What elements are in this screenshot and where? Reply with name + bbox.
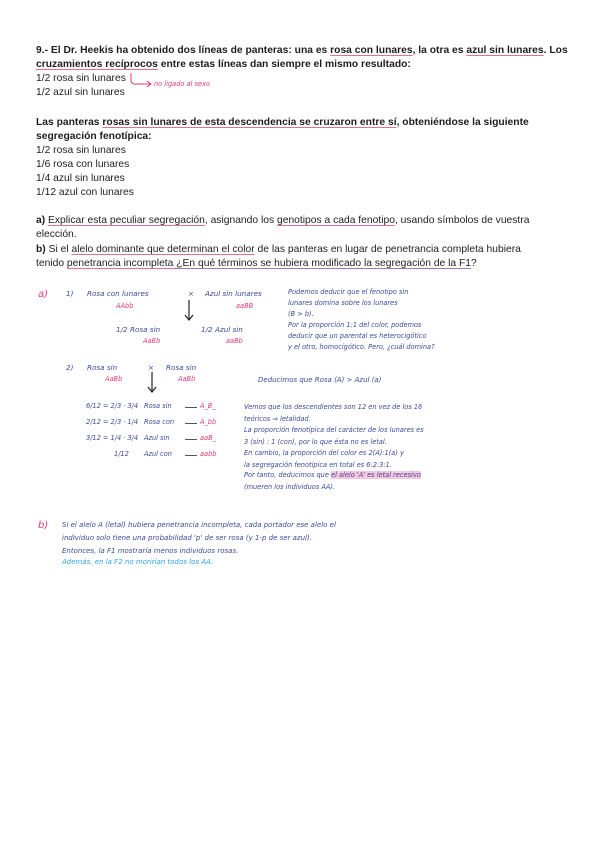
cruzamientos-reciprocos: cruzamientos recíprocos [36, 59, 158, 70]
p1-cross: × [188, 289, 195, 298]
row-4-genotype: aabb [200, 450, 217, 458]
step-1-label: 1) [66, 289, 74, 298]
row-3-genotype: aaB_ [200, 434, 216, 442]
question-a-line-1: a) Explicar esta peculiar segregación, asignando los genotipos a cada fenotipo, usando símbolos de vuestra [36, 215, 530, 226]
row-1-dash [185, 407, 197, 408]
c2-right-genotype: AaBb [178, 375, 196, 383]
notes-b-line-3: Entonces, la F1 mostraría menos individuos rosas. [62, 547, 239, 555]
question-b-line-1: b) Si el alelo dominante que determinan el color de las panteras en lugar de penetrancia completa hubiera [36, 244, 521, 255]
f1-right-frac: 1/2 [201, 325, 213, 334]
row-3-dash [185, 439, 197, 440]
problem-number: 9.- [36, 45, 49, 56]
c2-right: Rosa sin [166, 363, 197, 372]
step-2-label: 2) [66, 363, 74, 372]
f1-right: Azul sin [215, 325, 243, 334]
cross-line-1: Las panteras rosas sin lunares de esta descendencia se cruzaron entre sí, obteniéndose la siguiente [36, 117, 529, 128]
c2-left: Rosa sin [87, 363, 118, 372]
row-3-label: Azul sin [144, 434, 170, 442]
seg-line-4: 1/12 azul con lunares [36, 187, 134, 198]
row-1-label: Rosa sin [144, 402, 172, 410]
arrow-annotation-icon [128, 72, 154, 88]
row-4-dash [185, 455, 197, 456]
row-2-dash [185, 423, 197, 424]
result-line-1: 1/2 rosa sin lunares [36, 73, 126, 84]
note-no-ligado: no ligado al sexo [154, 80, 210, 88]
notes-b-line-4: Además, en la F2 no morirían todos los AA. [62, 558, 214, 566]
question-b-line-2: tenido penetrancia incompleta ¿En qué términos se hubiera modificado la segregación de la F1? [36, 258, 477, 269]
problem-line-2: cruzamientos recíprocos entre estas líneas dan siempre el mismo resultado: [36, 59, 411, 70]
c2-cross: × [148, 363, 155, 372]
right-note-2: Vemos que los descendientes son 12 en vez de los 16 teóricos ⇒ letalidad. La proporción fenotípica del carácter de los lunares es 3 (sin) : 1 (con), por lo que ésta no es letal. En cambio, la proporción del color es 2(A):1(a) y la segregación fenotípica en total es 6:2:3:1. [244, 403, 424, 469]
notes-b-label: b) [38, 520, 49, 531]
result-line-2: 1/2 azul sin lunares [36, 87, 125, 98]
p1-left: Rosa con lunares [87, 289, 149, 298]
row-1-frac: 6/12 = 2/3 · 3/4 [86, 402, 139, 410]
row-2-genotype: A_bb [200, 418, 217, 426]
rosa-con-lunares: rosa con lunares [330, 45, 413, 56]
row-2-frac: 2/12 = 2/3 · 1/4 [86, 418, 139, 426]
f1-left: Rosa sin [130, 325, 161, 334]
rosas-sin-lunares: rosas sin lunares [102, 117, 188, 128]
cross-line-2: segregación fenotípica: [36, 131, 152, 142]
seg-line-2: 1/6 rosa con lunares [36, 159, 130, 170]
p1-left-genotype: AAbb [116, 302, 134, 310]
problem-line-1: 9.- El Dr. Heekis ha obtenido dos líneas de panteras: una es rosa con lunares, la otra es azul sin lunares. Los [36, 45, 568, 56]
row-4-frac: 1/12 [114, 450, 129, 458]
row-2-label: Rosa con [144, 418, 175, 426]
arrow-down-2-icon [147, 372, 157, 394]
notes-b-line-1: Si el alelo A (letal) hubiera penetrancia incompleta, cada portador ese alelo el [62, 521, 336, 529]
f1-right-genotype: aaBb [226, 337, 243, 345]
row-1-genotype: A_B_ [200, 402, 216, 410]
highlight-letal-recesivo: el alelo 'A' es letal recesivo [331, 471, 421, 479]
p1-right: Azul sin lunares [205, 289, 262, 298]
arrow-down-1-icon [184, 300, 194, 322]
f1-left-genotype: AaBb [143, 337, 161, 345]
right-note-1: Podemos deducir que el fenotipo sin lunares domina sobre los lunares (B > b). Por la proporción 1:1 del color, podemos deducir que un parental es heterocigótico y el otro, homocigótico. Pero, ¿cuál domina? [288, 288, 435, 351]
f1-left-frac: 1/2 [116, 325, 128, 334]
conclusion-line-1: Por tanto, deducimos que el alelo 'A' es letal recesivo [244, 471, 421, 479]
c2-left-genotype: AaBb [105, 375, 123, 383]
notes-a-label: a) [38, 289, 49, 300]
notes-b-line-2: individuo solo tiene una probabilidad 'p' de ser rosa (y 1-p de ser azul). [62, 534, 312, 542]
conclusion-line-2: (mueren los individuos AA). [244, 483, 336, 491]
deduce-line: Deducimos que Rosa (A) > Azul (a) [258, 376, 382, 384]
row-3-frac: 3/12 = 1/4 · 3/4 [86, 434, 139, 442]
p1-right-genotype: aaBB [236, 302, 254, 310]
row-4-label: Azul con [144, 450, 172, 458]
azul-sin-lunares: azul sin lunares [466, 45, 544, 56]
seg-line-1: 1/2 rosa sin lunares [36, 145, 126, 156]
question-a-line-2: elección. [36, 229, 77, 240]
seg-line-3: 1/4 azul sin lunares [36, 173, 125, 184]
